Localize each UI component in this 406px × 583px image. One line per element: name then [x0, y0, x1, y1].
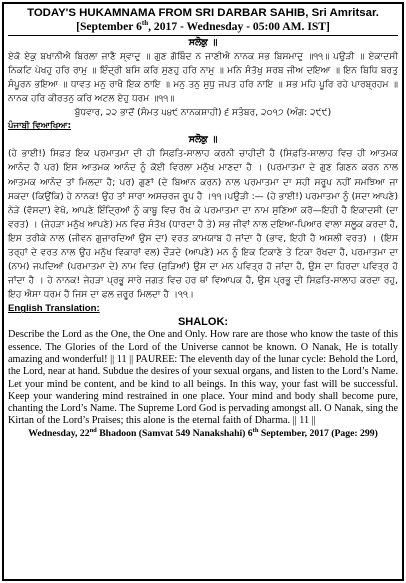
shalok-heading-gurmukhi: ਸਲੋਕੁ ॥: [188, 37, 218, 48]
punjabi-date: ਬੁੱਧਵਾਰ, ੨੨ ਭਾਦੋਂ (ਸੰਮਤ ੫੪੯ ਨਾਨਕਸ਼ਾਹੀ) ੬ ਸਤੰਬਰ, ੨੦੧੭ (ਅੰਗ: ੨੯੯): [74, 108, 332, 119]
english-date-rest: September, 2017 (Page: 299): [258, 427, 378, 439]
page-title: TODAY'S HUKAMNAMA FROM SRI DARBAR SAHIB, Sri Amritsar.: [27, 7, 379, 19]
header-date-open: [September 6: [76, 20, 142, 33]
header-date: [8, 20, 398, 34]
content-frame: [2, 2, 404, 581]
header-date-rest: , 2017 - Wednesday - 05:00 AM. IST]: [148, 20, 330, 33]
english-date-mid: Bhadoon (Samvat 549 Nanakshahi) 6: [96, 427, 253, 439]
english-translation-text: Describe the Lord as the One, the One and Only. How rare are those who know the taste of this essence. The Glories of the Lord of the Universe cannot be known. O Nanak, He is totally amazing and wonderful! || 11 || PAUREE: The eleventh day of the lunar cycle: Behold the Lord, the Lord, near at hand. Subdue the desires of your sexual organs, and listen to the Lord’s Name. Let your mind be content, and be kind to all beings. In this way, your fast will be successful. Keep your wandering mind restrained in one place. Your mind and body shall become pure, chanting the Lord’s Name. The Supreme Lord God is pervading amongst all. O Nanak, sing the Kirtan of the Lord’s Praises; this alone is the eternal faith of Dharma. || 11 ||: [8, 329, 398, 427]
hukamnama-verses: ਏਕੋ ਏਕੁ ਬਖਾਨੀਐ ਬਿਰਲਾ ਜਾਣੈ ਸ੍ਵਾਦੁ ॥ ਗੁਣ ਗੋਬਿੰਦ ਨ ਜਾਣੀਐ ਨਾਨਕ ਸਭ ਬਿਸਮਾਦੁ ॥੧੧॥ ਪਉੜੀ ॥ ਏਕਾਦਸੀ ਨਿਕਟਿ ਪੇਖਹੁ ਹਰਿ ਰਾਮੁ ॥ ਇੰਦ੍ਰੀ ਬਸਿ ਕਰਿ ਸੁਣਹੁ ਹਰਿ ਨਾਮੁ ॥ ਮਨਿ ਸੰਤੋਖੁ ਸਰਬ ਜੀਅ ਦਇਆ ॥ ਇਨ ਬਿਧਿ ਬਰਤੁ ਸੰਪੂਰਨ ਭਇਆ ॥ ਧਾਵਤ ਮਨੁ ਰਾਖੈ ਇਕ ਠਾਇ ॥ ਮਨੁ ਤਨੁ ਸੁਧੁ ਜਪਤ ਹਰਿ ਨਾਇ ॥ ਸਭ ਮਹਿ ਪੂਰਿ ਰਹੇ ਪਾਰਬ੍ਰਹਮ ॥ ਨਾਨਕ ਹਰਿ ਕੀਰਤਨੁ ਕਰਿ ਅਟਲ ਏਹੁ ਧਰਮ ॥੧੧॥: [8, 52, 398, 105]
english-date-open: Wednesday, 22: [28, 427, 90, 439]
english-date-suffix-2: th: [252, 426, 259, 434]
english-translation-label: English Translation:: [8, 303, 100, 315]
english-shalok-heading: SHALOK:: [177, 316, 229, 329]
header-date-suffix: th: [141, 19, 149, 28]
explanation-shalok-heading: ਸਲੋਕੁ ॥: [188, 134, 218, 146]
english-date-line: [8, 428, 398, 440]
punjabi-explanation-text: (ਹੇ ਭਾਈ!) ਸਿਫ਼ਤ ਇਕ ਪਰਮਾਤਮਾ ਦੀ ਹੀ ਸਿਫ਼ਤਿ-ਸਾਲਾਹ ਕਰਨੀ ਚਾਹੀਦੀ ਹੈ (ਸਿਫ਼ਤਿ-ਸਾਲਾਹ ਵਿਚ ਹੀ ਆਤਮਕ ਆਨੰਦ ਹੈ ਪਰ) ਇਸ ਆਤਮਕ ਆਨੰਦ ਨੂੰ ਕੋਈ ਵਿਰਲਾ ਮਨੁੱਖ ਮਾਣਦਾ ਹੈ । (ਪਰਮਾਤਮਾ ਦੇ ਗੁਣ ਗਿਣਨ ਕਰਨ ਨਾਲ ਆਤਮਕ ਆਨੰਦ ਤਾਂ ਮਿਲਦਾ ਹੈ; ਪਰ) ਗੁਣਾਂ (ਦੇ ਬਿਆਨ ਕਰਨ) ਨਾਲ ਪਰਮਾਤਮਾ ਦਾ ਸਹੀ ਸਰੂਪ ਨਹੀਂ ਸਮਝਿਆ ਜਾ ਸਕਦਾ (ਕਿਉਂਕਿ) ਹੇ ਨਾਨਕ! ਉਹ ਤਾਂ ਸਾਰਾ ਅਸਚਰਜ ਰੂਪ ਹੈ ।੧੧।ਪਉੜੀ :— (ਹੇ ਭਾਈ!) ਪਰਮਾਤਮਾ ਨੂੰ (ਸਦਾ ਆਪਣੇ) ਨੇੜੇ (ਵੱਸਦਾ) ਵੇਖੋ, ਆਪਣੇ ਇੰਦ੍ਰਿਆਂ ਨੂੰ ਕਾਬੂ ਵਿਚ ਰੱਖ ਕੇ ਪਰਮਾਤਮਾ ਦਾ ਨਾਮ ਸੁਣਿਆ ਕਰੋ—ਇਹੀ ਹੈ ਇਕਾਦਸੀ (ਦਾ ਵਰਤ) । (ਜੇਹੜਾ ਮਨੁੱਖ ਆਪਣੇ) ਮਨ ਵਿਚ ਸੰਤੋਖ (ਧਾਰਦਾ ਹੈ ਤੇ) ਸਭ ਜੀਵਾਂ ਨਾਲ ਦਇਆ-ਪਿਆਰ ਵਾਲਾ ਸਲੂਕ ਕਰਦਾ ਹੈ, ਇਸ ਤਰੀਕੇ ਨਾਲ (ਜੀਵਨ ਗੁਜ਼ਾਰਦਿਆਂ ਉਸ ਦਾ) ਵਰਤ ਕਾਮਯਾਬ ਹੋ ਜਾਂਦਾ ਹੈ (ਭਾਵ, ਇਹੀ ਹੈ ਅਸਲੀ ਵਰਤ) । (ਇਸ ਤਰ੍ਹਾਂ ਦੇ ਵਰਤ ਨਾਲ ਉਹ ਮਨੁੱਖ ਵਿਕਾਰਾਂ ਵਲ) ਦੌੜਦੇ (ਆਪਣੇ) ਮਨ ਨੂੰ ਇਕ ਟਿਕਾਣੇ ਤੇ ਟਿਕਾ ਰੱਖਦਾ ਹੈ, ਪਰਮਾਤਮਾ ਦਾ (ਨਾਮ) ਜਪਦਿਆਂ (ਪਰਮਾਤਮਾ ਦੇ) ਨਾਮ ਵਿਚ (ਜੁੜਿਆਂ) ਉਸ ਦਾ ਮਨ ਪਵਿਤ੍ਰ ਹੋ ਜਾਂਦਾ ਹੈ, ਉਸ ਦਾ ਹਿਰਦਾ ਪਵਿਤ੍ਰ ਹੋ ਜਾਂਦਾ ਹੈ । ਹੇ ਨਾਨਕ! ਜੇਹੜਾ ਪ੍ਰਭੂ ਸਾਰੇ ਜਗਤ ਵਿਚ ਹਰ ਥਾਂ ਵਿਆਪਕ ਹੈ, ਉਸ ਪ੍ਰਭੂ ਦੀ ਸਿਫ਼ਤਿ-ਸਾਲਾਹ ਕਰਦਾ ਰਹੁ, ਇਹ ਐਸਾ ਧਰਮ ਹੈ ਜਿਸ ਦਾ ਫਲ ਜ਼ਰੂਰ ਮਿਲਦਾ ਹੈ ।੧੧।: [8, 149, 398, 301]
english-date-suffix-1: nd: [89, 426, 97, 434]
punjabi-explanation-label: ਪੰਜਾਬੀ ਵਿਆਖਿਆ:: [8, 121, 72, 132]
